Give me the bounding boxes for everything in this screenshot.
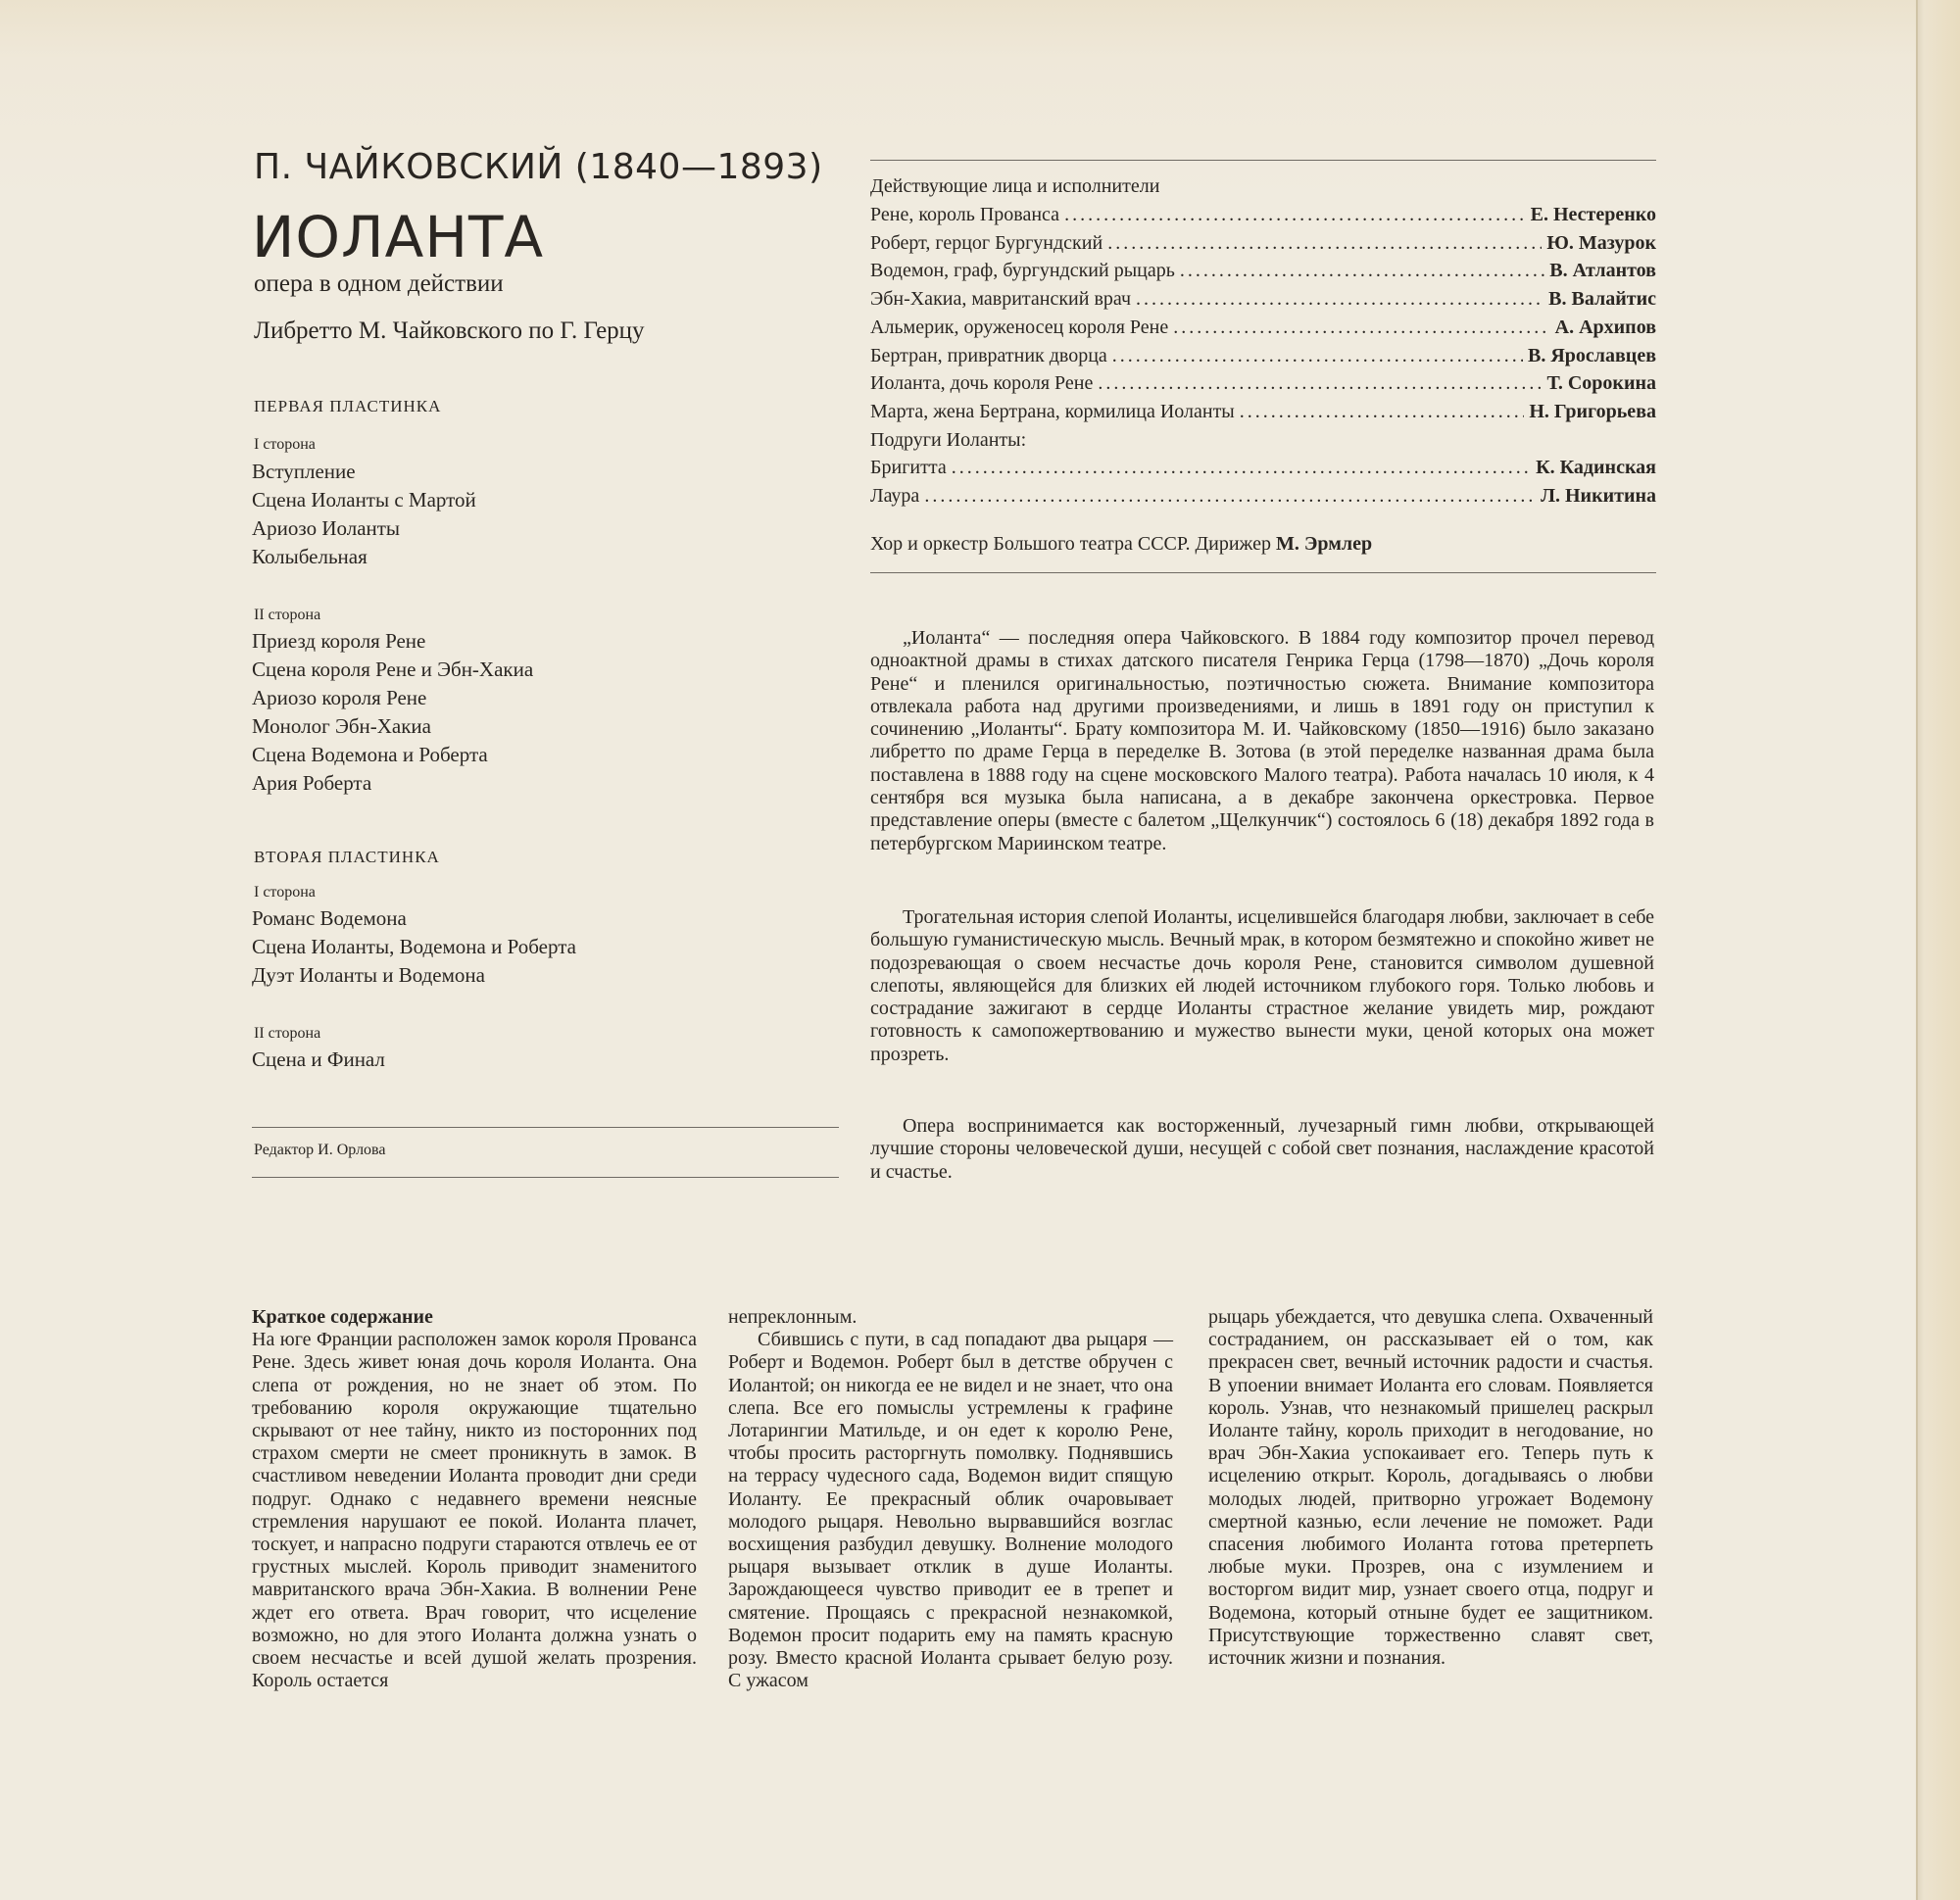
- chorus-text: Хор и оркестр Большого театра СССР. Дирижер: [870, 533, 1271, 555]
- cast-row: [870, 314, 1656, 342]
- cast-list: [870, 201, 1656, 511]
- dot-leader: [1240, 398, 1525, 426]
- conductor-name: М. Эрмлер: [1275, 533, 1373, 555]
- cast-performer: Т. Сорокина: [1546, 372, 1656, 395]
- disc1-side2-tracks: [252, 627, 533, 798]
- disc1-side1-label: I сторона: [254, 436, 316, 453]
- track-item: Романс Водемона: [252, 906, 407, 930]
- opera-title: ИОЛАНТА: [252, 204, 545, 270]
- cast-role: Водемон, граф, бургундский рыцарь: [870, 260, 1175, 282]
- cast-performer: Л. Никитина: [1541, 485, 1656, 508]
- cast-role: Бертран, привратник дворца: [870, 344, 1107, 366]
- cast-role: Марта, жена Бертрана, кормилица Иоланты: [870, 400, 1235, 422]
- track-item: Сцена Иоланты с Мартой: [252, 488, 476, 512]
- disc1-side2-label: II сторона: [254, 607, 321, 623]
- track-item: Сцена Иоланты, Водемона и Роберта: [252, 935, 576, 958]
- track-item: Сцена Водемона и Роберта: [252, 743, 488, 766]
- cast-row: [870, 398, 1656, 426]
- editor-credit: Редактор И. Орлова: [254, 1142, 386, 1158]
- friends-heading: Подруги Иоланты:: [870, 428, 1027, 451]
- cast-role: Бригитта: [870, 457, 947, 479]
- essay-text: Опера воспринимается как восторженный, лучезарный гимн любви, открывающей лучшие стороны человеческой души, несущей с собой свет познания, наслаждение красотой и счастье.: [870, 1115, 1654, 1183]
- cast-row: [870, 285, 1656, 314]
- track-item: Колыбельная: [252, 545, 368, 568]
- summary-column-2: [728, 1306, 1173, 1692]
- cast-performer: Н. Григорьева: [1529, 400, 1656, 422]
- essay-paragraph-2: [870, 906, 1654, 1066]
- divider: [252, 1127, 839, 1128]
- divider: [870, 160, 1656, 161]
- cast-performer: К. Кадинская: [1536, 457, 1656, 479]
- cast-performer: Ю. Мазурок: [1546, 231, 1656, 254]
- track-item: Ариозо короля Рене: [252, 686, 427, 709]
- cast-row: [870, 342, 1656, 370]
- summary-column-3: [1208, 1306, 1653, 1670]
- cast-role: Лаура: [870, 485, 920, 508]
- track-item: Дуэт Иоланты и Водемона: [252, 963, 485, 987]
- cast-row: [870, 229, 1656, 258]
- track-item: Сцена и Финал: [252, 1047, 385, 1071]
- cast-role: Роберт, герцог Бургундский: [870, 231, 1103, 254]
- cast-performer: В. Атлантов: [1549, 260, 1656, 282]
- summary-text: непреклонным.: [728, 1306, 858, 1328]
- summary-column-1: [252, 1306, 697, 1692]
- summary-text: Сбившись с пути, в сад попадают два рыцаря — Роберт и Водемон. Роберт был в детстве обручен с Иолантой; он никогда ее не видел и не знает, что она слепа. Все его помыслы устремлены к графине Лотарингии Матильде, и он едет к королю Рене, чтобы просить расторгнуть помолвку. Поднявшись на террасу чудесного сада, Водемон видит спящую Иоланту. Ее прекрасный облик очаровывает молодого рыцаря. Невольно вырвавшийся возглас восхищения разбудил девушку. Волнение молодого рыцаря вызывает отклик в душе Иоланты. Зарождающееся чувство приводит ее в трепет и смятение. Прощаясь с прекрасной незнакомкой, Водемон просит подарить ему на память красную розу. Вместо красной Иоланта срывает белую розу. С ужасом: [728, 1329, 1173, 1692]
- disc1-side1-tracks: [252, 458, 476, 571]
- summary-heading: Краткое содержание: [252, 1306, 433, 1328]
- cast-performer: А. Архипов: [1554, 316, 1656, 338]
- track-item: Монолог Эбн-Хакиа: [252, 714, 431, 738]
- disc2-side1-tracks: [252, 904, 576, 990]
- cast-performer: В. Валайтис: [1548, 288, 1656, 311]
- track-item: Приезд короля Рене: [252, 629, 426, 653]
- essay-text: „Иоланта“ — последняя опера Чайковского. В 1884 году композитор прочел перевод одноактной драмы в стихах датского писателя Генрика Герца (1798—1870) „Дочь короля Рене“ и пленился оригинальностью, поэтичностью сюжета. Внимание композитора отвлекала работа над другими произведениями, и лишь в 1891 году он приступил к сочинению „Иоланты“. Брату композитора М. И. Чайковскому (1850—1916) было заказано либретто по драме Герца в переделке В. Зотова (в этой переделке названная драма была поставлена в 1888 году на сцене московского Малого театра). Работа началась 10 июля, к 4 сентября вся музыка была написана, а в декабре закончена оркестровка. Первое представление оперы (вместе с балетом „Щелкунчик“) состоялось 6 (18) декабря 1892 года в петербургском Мариинском театре.: [870, 627, 1654, 854]
- cast-role: Эбн-Хакиа, мавританский врач: [870, 288, 1132, 311]
- chorus-credit: [870, 533, 1372, 556]
- dot-leader: [1098, 369, 1542, 398]
- cast-performer: Е. Нестеренко: [1530, 204, 1656, 225]
- divider: [870, 572, 1656, 573]
- dot-leader: [1064, 201, 1526, 229]
- composer-heading: П. ЧАЙКОВСКИЙ (1840—1893): [254, 147, 823, 187]
- track-item: Вступление: [252, 460, 356, 483]
- cast-role: Альмерик, оруженосец короля Рене: [870, 316, 1169, 338]
- track-item: Ариозо Иоланты: [252, 516, 401, 540]
- cast-row: [870, 482, 1656, 511]
- cast-performer: В. Ярославцев: [1527, 344, 1656, 366]
- disc2-heading: ВТОРАЯ ПЛАСТИНКА: [254, 848, 440, 866]
- dot-leader: [952, 454, 1531, 482]
- cast-row: [870, 369, 1656, 398]
- cast-row: [870, 257, 1656, 285]
- dot-leader: [1136, 285, 1544, 314]
- cast-row: [870, 454, 1656, 482]
- summary-text: На юге Франции расположен замок короля Прованса Рене. Здесь живет юная дочь короля Иоланта. Она слепа от рождения, но не знает об этом. По требованию короля окружающие тщательно скрывают от нее тайну, никто из посторонних под страхом смерти не смеет проникнуть в замок. В счастливом неведении Иоланта проводит дни среди подруг. Однако с недавнего времени неясные стремления нарушают ее покой. Иоланта плачет, тоскует, и напрасно подруги стараются отвлечь ее от грустных мыслей. Король приводит знаменитого мавританского врача Эбн-Хакиа. В волнении Рене ждет его ответа. Врач говорит, что исцеление возможно, но для этого Иоланта должна узнать о своем несчастье и всей душой желать прозрения. Король остается: [252, 1329, 697, 1692]
- cast-role: Иоланта, дочь короля Рене: [870, 372, 1094, 395]
- divider: [252, 1177, 839, 1178]
- summary-text: рыцарь убеждается, что девушка слепа. Охваченный состраданием, он рассказывает ей о том, как прекрасен свет, вечный источник радости и счастья. В упоении внимает Иоланта его словам. Появляется король. Узнав, что незнакомый пришелец раскрыл Иоланте тайну, король приходит в негодование, но врач Эбн-Хакиа успокаивает его. Теперь путь к исцелению открыт. Король, догадываясь о любви молодых людей, притворно угрожает Водемону смертной казнью, если лечение не поможет. Ради спасения любимого Иоланта готова претерпеть любые муки. Прозрев, она с изумлением и восторгом видит мир, узнает своего отца, подруг и Водемона, который отныне будет ее защитником. Присутствующие торжественно славят свет, источник жизни и познания.: [1208, 1306, 1653, 1670]
- dot-leader: [1112, 342, 1523, 370]
- cast-row: [870, 201, 1656, 229]
- opera-subtitle: опера в одном действии: [254, 270, 504, 297]
- libretto-credit: Либретто М. Чайковского по Г. Герцу: [254, 317, 645, 344]
- dot-leader: [1107, 229, 1542, 258]
- dot-leader: [1173, 314, 1549, 342]
- cast-title: Действующие лица и исполнители: [870, 175, 1160, 197]
- essay-text: Трогательная история слепой Иоланты, исцелившейся благодаря любви, заключает в себе большую гуманистическую мысль. Вечный мрак, в котором безмятежно и спокойно живет не подозревающая о своем несчастье дочь короля Рене, становится символом душевной слепоты, являющейся для близких ей людей источником глубокого горя. Только любовь и сострадание зажигают в сердце Иоланты страстное желание увидеть мир, рождают готовность к самопожертвованию и мужество вынести муки, ценой которых она может прозреть.: [870, 906, 1654, 1065]
- disc2-side1-label: I сторона: [254, 884, 316, 901]
- essay-paragraph-3: [870, 1115, 1654, 1184]
- dot-leader: [1180, 257, 1544, 285]
- cast-role: Рене, король Прованса: [870, 204, 1060, 225]
- sleeve-spine: [1918, 0, 1960, 1900]
- disc2-side2-label: II сторона: [254, 1025, 321, 1042]
- disc2-side2-tracks: [252, 1046, 385, 1074]
- disc1-heading: ПЕРВАЯ ПЛАСТИНКА: [254, 397, 442, 415]
- track-item: Ария Роберта: [252, 771, 372, 795]
- dot-leader: [924, 482, 1536, 511]
- essay-paragraph-1: [870, 627, 1654, 855]
- track-item: Сцена короля Рене и Эбн-Хакиа: [252, 658, 534, 681]
